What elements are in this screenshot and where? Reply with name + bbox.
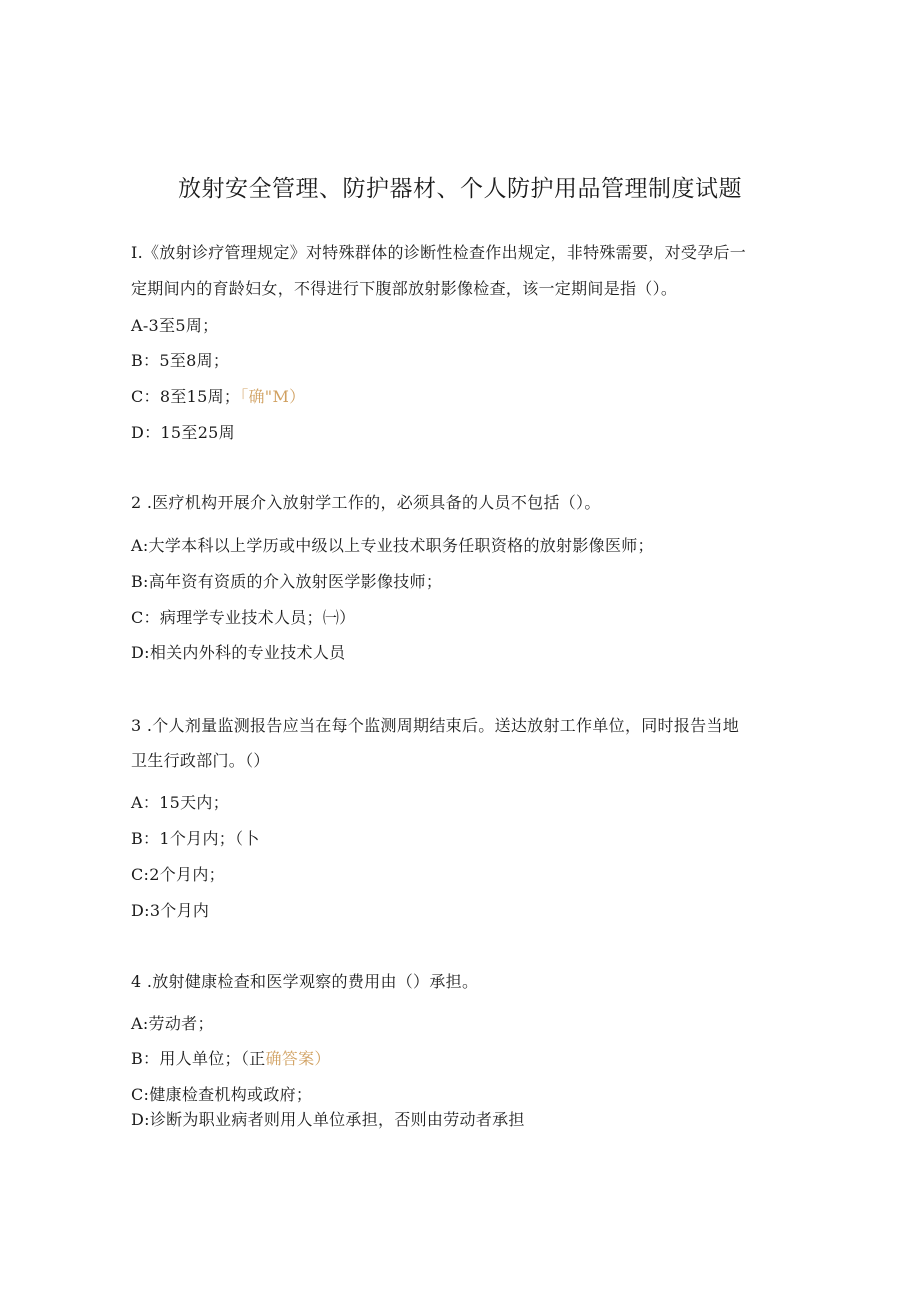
question-2-stem-line-1: 2 .医疗机构开展介入放射学工作的，必须具备的人员不包括（）。 (131, 493, 601, 512)
answer-mark: 确答案） (265, 1049, 331, 1068)
question-4-option-c: C:健康检查机构或政府； (131, 1085, 313, 1104)
document-title: 放射安全管理、防护器材、个人防护用品管理制度试题 (178, 176, 742, 202)
question-1-option-c (131, 384, 305, 407)
question-2-option-a: A:大学本科以上学历或中级以上专业技术职务任职资格的放射影像医师； (131, 536, 654, 555)
option-text: B：用人单位；（正 (131, 1049, 266, 1068)
question-4-option-d: D:诊断为职业病者则用人单位承担，否则由劳动者承担 (131, 1110, 525, 1129)
question-4-stem-line-1: 4 .放射健康检查和医学观察的费用由（）承担。 (131, 972, 479, 991)
answer-mark: 「确"M） (240, 387, 306, 406)
question-3-option-a: A：15天内； (131, 793, 230, 812)
option-text: C：8至15周； (131, 387, 241, 406)
question-1-option-d: D：15至25周 (131, 423, 235, 442)
question-1-option-a: A-3至5周； (131, 316, 219, 335)
question-3-option-b: B：1个月内；（卜 (131, 829, 260, 848)
question-2-option-b: B:高年资有资质的介入放射医学影像技师； (131, 572, 443, 591)
question-4-option-b (131, 1046, 331, 1069)
question-1-stem-line-2: 定期间内的育龄妇女，不得进行下腹部放射影像检查，该一定期间是指（）。 (131, 279, 678, 298)
question-1-stem-line-1: I.《放射诊疗管理规定》对特殊群体的诊断性检查作出规定，非特殊需要，对受孕后一 (131, 243, 747, 262)
question-4-option-a: A:劳动者； (131, 1014, 214, 1033)
question-2-option-d: D:相关内外科的专业技术人员 (131, 643, 346, 662)
question-3-stem-line-1: 3 .个人剂量监测报告应当在每个监测周期结束后。送达放射工作单位，同时报告当地 (131, 716, 740, 735)
question-1-option-b: B：5至8周； (131, 351, 230, 370)
question-3-option-d: D:3个月内 (131, 901, 210, 920)
question-3-option-c: C:2个月内； (131, 865, 225, 884)
question-3-stem-line-2: 卫生行政部门。（） (131, 751, 270, 770)
question-2-option-c: C：病理学专业技术人员；㈠） (131, 608, 356, 627)
